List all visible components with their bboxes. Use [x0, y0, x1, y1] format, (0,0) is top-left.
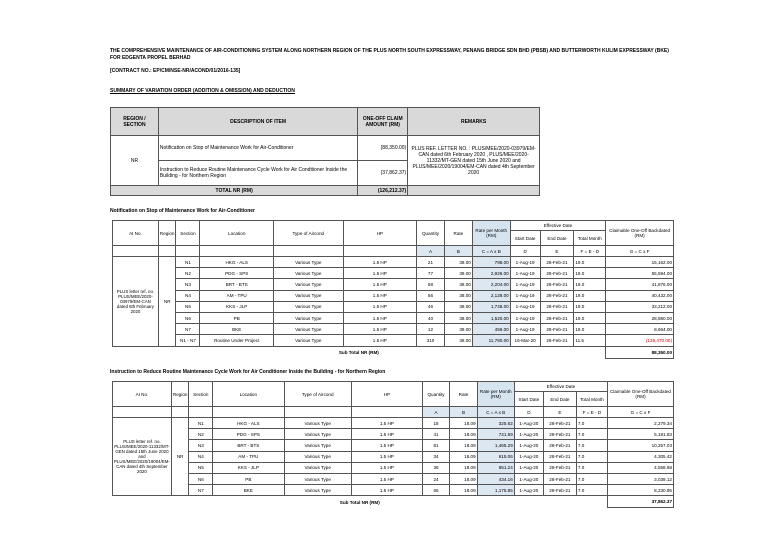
code-b: B: [444, 246, 472, 257]
code-c: C = A x B: [477, 407, 514, 418]
header-effective-date: Effective Date: [510, 221, 606, 231]
cell-total-month: 19.0: [574, 324, 606, 335]
region-cell: NR: [171, 418, 189, 496]
cell-rate-per-month: 615.06: [477, 451, 514, 462]
cell-end-date: 28-Feb-21: [543, 473, 576, 484]
cell-section: N7: [176, 324, 200, 335]
code-f: F = E - D: [574, 246, 606, 257]
cell-section: N5: [189, 462, 213, 473]
cell-section: N1: [176, 257, 200, 268]
cell-end-date: 28-Feb-21: [543, 440, 576, 451]
cell-total-month: 7.0: [576, 418, 607, 429]
cell-start-date: 1-Aug-20: [514, 462, 543, 473]
cell-type: Various Type: [273, 257, 343, 268]
cell-quantity: 12: [417, 324, 445, 335]
cell-section: N3: [189, 440, 213, 451]
cell-rate-per-month: 325.62: [477, 418, 514, 429]
cell-section: N2: [176, 268, 200, 279]
cell-end-date: 28-Feb-21: [540, 257, 574, 268]
summary-title: SUMMARY OF VARIATION ORDER (ADDITION & OMISSION) AND DEDUCTION: [110, 88, 295, 94]
summary-header-remarks: REMARKS: [408, 108, 540, 136]
cell-location: BRT - BTS: [213, 440, 284, 451]
cell-total-month: 7.0: [576, 462, 607, 473]
cell-start-date: 1-Aug-19: [510, 312, 540, 323]
cell-start-date: 1-Aug-19: [510, 301, 540, 312]
header-hp: HP: [351, 382, 422, 407]
cell-end-date: 28-Feb-21: [540, 312, 574, 323]
code-row: [113, 407, 674, 418]
cell-end-date: 28-Feb-21: [540, 290, 574, 301]
header-hp: HP: [343, 221, 416, 246]
header-rate: Rate: [444, 221, 472, 246]
ai-reference: PLUS letter ref. no. PLUS/MEE/2020-03979/EM-CAN dated 6th February 2020: [113, 257, 159, 347]
cell-section: N4: [176, 290, 200, 301]
cell-rate-per-month: 1,465.29: [477, 440, 514, 451]
cell-rate: 18.09: [450, 440, 477, 451]
summary-header-description: DESCRIPTION OF ITEM: [158, 108, 357, 136]
summary-remarks: PLUS REF. LETTER NO. : PLUS/MEE/2020-03979/EM-CAN dated 6th February 2020 , PLUS/MEE/2020-11332/MT-GEN dated 15th June 2020 and PLUS/MEE/2020/19004/EM-CAN dated 4th September 2020: [408, 136, 540, 186]
cell-start-date: 1-Aug-19: [510, 279, 540, 290]
cell-location: BKE: [200, 324, 274, 335]
cell-rate-per-month: 651.24: [477, 462, 514, 473]
header-ai: AI No.: [113, 382, 172, 407]
cell-hp: 1.5 HP: [343, 301, 416, 312]
cell-rate-per-month: 798.00: [472, 257, 510, 268]
cell-total-month: 7.0: [576, 451, 607, 462]
cell-end-date: 28-Feb-21: [540, 324, 574, 335]
cell-claimable: 2,279.34: [608, 418, 674, 429]
cell-claimable: 8,664.00: [606, 324, 674, 335]
cell-claimable: 40,432.00: [606, 290, 674, 301]
cell-start-date: 1-Aug-20: [514, 451, 543, 462]
cell-end-date: 28-Feb-21: [543, 451, 576, 462]
summary-item-amount: (88,350.00): [358, 136, 408, 161]
header-location: Location: [213, 382, 284, 407]
summary-item-amount: (37,862.37): [358, 161, 408, 186]
contract-number: [CONTRACT NO.: EP/CM/NSE-NR/ACOND/01/2016-135]: [110, 68, 241, 74]
cell-end-date: 28-Feb-21: [543, 418, 576, 429]
cell-type: Various Type: [284, 418, 351, 429]
cell-rate: 38.00: [444, 301, 472, 312]
cell-section: N3: [176, 279, 200, 290]
header-total-month: Total Month: [574, 231, 606, 246]
table-row: [113, 473, 674, 484]
code-a: A: [422, 407, 450, 418]
cell-rate: 38.00: [444, 279, 472, 290]
cell-hp: 1.5 HP: [351, 429, 422, 440]
cell-end-date: 28-Feb-21: [543, 429, 576, 440]
cell-location: KKS - JLP: [200, 301, 274, 312]
header-start-date: Start Date: [514, 392, 543, 407]
header-region: Region: [171, 382, 189, 407]
header-ai: AI No.: [113, 221, 159, 246]
table-row: [113, 324, 674, 335]
cell-rate: 18.09: [450, 485, 477, 496]
cell-section: N4: [189, 451, 213, 462]
reduce-cycle-table: [112, 381, 674, 508]
header-end-date: End Date: [543, 392, 576, 407]
subtotal-value: 88,350.00: [606, 346, 674, 358]
code-g: G = C x F: [608, 407, 674, 418]
code-c: C = A x B: [472, 246, 510, 257]
cell-hp: 1.5 HP: [351, 451, 422, 462]
summary-header-region: REGION / SECTION: [111, 108, 159, 136]
cell-rate: 38.00: [444, 335, 472, 346]
cell-total-month: 19.0: [574, 268, 606, 279]
cell-total-month: 7.0: [576, 429, 607, 440]
summary-table: [110, 107, 540, 196]
cell-hp: 1.5 HP: [351, 473, 422, 484]
table1-title: Notification on Stop of Maintenance Work for Air-Conditioner: [110, 208, 255, 214]
cell-total-month: 19.0: [574, 257, 606, 268]
cell-hp: 1.5 HP: [351, 440, 422, 451]
cell-hp: 1.5 HP: [343, 290, 416, 301]
cell-rate-per-month: 456.00: [472, 324, 510, 335]
code-f: F = E - D: [576, 407, 607, 418]
cell-end-date: 28-Feb-21: [543, 462, 576, 473]
cell-hp: 1.5 HP: [343, 312, 416, 323]
cell-location: AM - TPU: [200, 290, 274, 301]
cell-type: Various Type: [284, 440, 351, 451]
cell-hp: 1.5 HP: [351, 485, 422, 496]
cell-start-date: 1-Aug-20: [514, 440, 543, 451]
cell-claimable: (135,470.00): [606, 335, 674, 346]
cell-hp: 1.5 HP: [351, 418, 422, 429]
cell-start-date: 1-Aug-20: [514, 418, 543, 429]
code-row: [113, 246, 674, 257]
table-row: [113, 451, 674, 462]
cell-rate: 18.09: [450, 473, 477, 484]
subtotal-value: 37,862.37: [608, 496, 674, 508]
cell-start-date: 1-Aug-19: [510, 257, 540, 268]
cell-section: N6: [176, 312, 200, 323]
table-row: [113, 301, 674, 312]
cell-rate-per-month: 434.16: [477, 473, 514, 484]
cell-hp: 1.5 HP: [351, 462, 422, 473]
cell-quantity: 24: [422, 473, 450, 484]
summary-item-desc: Instruction to Reduce Routine Maintenance Cycle Work for Air Conditioner Inside the Building - for Northern Region: [158, 161, 357, 186]
cell-quantity: 34: [422, 451, 450, 462]
cell-rate: 38.00: [444, 257, 472, 268]
code-a: A: [417, 246, 445, 257]
cell-total-month: 11.5: [574, 335, 606, 346]
cell-quantity: 18: [422, 418, 450, 429]
cell-quantity: 40: [417, 312, 445, 323]
cell-claimable: 8,230.95: [608, 485, 674, 496]
cell-end-date: 28-Feb-21: [540, 301, 574, 312]
cell-rate-per-month: 2,128.00: [472, 290, 510, 301]
header-rate-per-month: Rate per Month (RM): [477, 382, 514, 407]
table-row: [113, 290, 674, 301]
cell-rate-per-month: 11,780.00: [472, 335, 510, 346]
table-row: [113, 279, 674, 290]
cell-claimable: 15,162.00: [606, 257, 674, 268]
cell-end-date: 28-Feb-21: [540, 335, 574, 346]
summary-region: NR: [111, 136, 159, 186]
header-claimable: Claimable One-Off Backdated (RM): [606, 221, 674, 246]
cell-end-date: 28-Feb-21: [540, 268, 574, 279]
cell-section: N1: [189, 418, 213, 429]
cell-rate: 18.09: [450, 462, 477, 473]
cell-type: Various Type: [273, 301, 343, 312]
cell-total-month: 19.0: [574, 290, 606, 301]
cell-rate-per-month: 1,520.00: [472, 312, 510, 323]
cell-total-month: 19.0: [574, 312, 606, 323]
summary-header-amount: ONE-OFF CLAIM AMOUNT (RM): [358, 108, 408, 136]
header-location: Location: [200, 221, 274, 246]
table-row: [113, 312, 674, 323]
summary-total-blank: [408, 186, 540, 196]
cell-location: KKS - JLP: [213, 462, 284, 473]
cell-type: Various Type: [284, 429, 351, 440]
cell-location: BKE: [213, 485, 284, 496]
subtotal-label: Sub Total NR (RM): [338, 349, 379, 355]
cell-quantity: 65: [422, 485, 450, 496]
cell-claimable: 5,191.83: [608, 429, 674, 440]
cell-claimable: 28,880.00: [606, 312, 674, 323]
cell-quantity: 58: [417, 279, 445, 290]
header-quantity: Quantity: [417, 221, 445, 246]
cell-rate: 18.09: [450, 429, 477, 440]
table-row: [113, 257, 674, 268]
cell-type: Various Type: [273, 290, 343, 301]
cell-end-date: 28-Feb-21: [540, 279, 574, 290]
table-row: [113, 268, 674, 279]
cell-hp: 1.5 HP: [343, 257, 416, 268]
cell-quantity: 310: [417, 335, 445, 346]
header-total-month: Total Month: [576, 392, 607, 407]
cell-total-month: 7.0: [576, 440, 607, 451]
cell-type: Various Type: [273, 335, 343, 346]
cell-quantity: 41: [422, 429, 450, 440]
cell-end-date: 28-Feb-21: [543, 485, 576, 496]
cell-total-month: 19.0: [574, 279, 606, 290]
code-b: B: [450, 407, 477, 418]
cell-total-month: 7.0: [576, 485, 607, 496]
header-type: Type of Aircond: [284, 382, 351, 407]
table-row: [113, 462, 674, 473]
cell-section: N5: [176, 301, 200, 312]
cell-location: HKG - ALS: [213, 418, 284, 429]
header-section: Section: [189, 382, 213, 407]
cell-section: N7: [189, 485, 213, 496]
cell-location: Routine Under Project: [200, 335, 274, 346]
cell-rate-per-month: 1,748.00: [472, 301, 510, 312]
cell-section: N1 - N7: [176, 335, 200, 346]
cell-rate-per-month: 1,175.85: [477, 485, 514, 496]
cell-type: Various Type: [284, 473, 351, 484]
cell-section: N6: [189, 473, 213, 484]
cell-claimable: 4,305.42: [608, 451, 674, 462]
cell-start-date: 1-Aug-19: [510, 290, 540, 301]
table-row: [113, 418, 674, 429]
cell-start-date: 1-Aug-19: [510, 268, 540, 279]
header-effective-date: Effective Date: [514, 382, 607, 392]
header-section: Section: [176, 221, 200, 246]
cell-type: Various Type: [273, 268, 343, 279]
cell-quantity: 77: [417, 268, 445, 279]
cell-total-month: 7.0: [576, 473, 607, 484]
cell-location: AM - TPU: [213, 451, 284, 462]
header-claimable: Claimable One-Off Backdated (RM): [608, 382, 674, 407]
code-d: D: [510, 246, 540, 257]
summary-total-value: (126,212.37): [358, 186, 408, 196]
table-row: [113, 440, 674, 451]
cell-quantity: 21: [417, 257, 445, 268]
cell-start-date: 1-Aug-19: [510, 324, 540, 335]
cell-type: Various Type: [284, 451, 351, 462]
cell-claimable: 4,558.68: [608, 462, 674, 473]
cell-type: Various Type: [273, 324, 343, 335]
cell-quantity: 81: [422, 440, 450, 451]
cell-hp: 1.5 HP: [343, 335, 416, 346]
cell-location: PDG - SPS: [200, 268, 274, 279]
cell-rate: 38.00: [444, 324, 472, 335]
code-e: E: [543, 407, 576, 418]
cell-rate-per-month: 2,204.00: [472, 279, 510, 290]
cell-start-date: 16-Mar-20: [510, 335, 540, 346]
header-end-date: End Date: [540, 231, 574, 246]
cell-rate: 18.09: [450, 451, 477, 462]
header-region: Region: [158, 221, 176, 246]
cell-type: Various Type: [284, 462, 351, 473]
cell-hp: 1.5 HP: [343, 279, 416, 290]
cell-location: PB: [200, 312, 274, 323]
code-g: G = C x F: [606, 246, 674, 257]
cell-quantity: 36: [422, 462, 450, 473]
cell-claimable: 3,039.12: [608, 473, 674, 484]
table-row: [113, 429, 674, 440]
code-d: D: [514, 407, 543, 418]
cell-location: BRT - BTS: [200, 279, 274, 290]
table-row: [113, 485, 674, 496]
cell-start-date: 1-Aug-20: [514, 429, 543, 440]
cell-hp: 1.5 HP: [343, 324, 416, 335]
cell-type: Various Type: [284, 485, 351, 496]
cell-start-date: 1-Aug-20: [514, 473, 543, 484]
header-quantity: Quantity: [422, 382, 450, 407]
cell-hp: 1.5 HP: [343, 268, 416, 279]
cell-rate: 38.00: [444, 290, 472, 301]
notification-table: [112, 220, 674, 359]
cell-quantity: 46: [417, 301, 445, 312]
document-title: THE COMPREHENSIVE MAINTENANCE OF AIR-CONDITIONING SYSTEM ALONG NORTHERN REGION OF THE PLUS NORTH SOUTH EXPRESSWAY, PENANG BRIDGE SDN BHD (PBSB) AND BUTTERWORTH KULIM EXPRESSWAY (BKE) FOR EDGENTA PROPEL BERHAD: [110, 48, 669, 61]
cell-section: N2: [189, 429, 213, 440]
subtotal-label: Sub Total NR (RM): [339, 499, 380, 505]
cell-type: Various Type: [273, 312, 343, 323]
table2-title: Instruction to Reduce Routine Maintenance Cycle Work for Air Conditioner Inside the Building - for Northern Region: [110, 369, 386, 375]
cell-total-month: 19.0: [574, 301, 606, 312]
cell-location: PB: [213, 473, 284, 484]
header-rate-per-month: Rate per Month (RM): [472, 221, 510, 246]
header-rate: Rate: [450, 382, 477, 407]
cell-claimable: 10,257.03: [608, 440, 674, 451]
cell-type: Various Type: [273, 279, 343, 290]
region-cell: NR: [158, 257, 176, 347]
cell-start-date: 1-Aug-20: [514, 485, 543, 496]
cell-claimable: 33,212.00: [606, 301, 674, 312]
cell-rate: 18.09: [450, 418, 477, 429]
header-type: Type of Aircond: [273, 221, 343, 246]
cell-rate: 38.00: [444, 312, 472, 323]
ai-reference: PLUS letter ref. no. PLUS/MEE/2020-11332/MT-GEN dated 15th June 2020 and PLUS/MEE/2020/19004/EM-CAN dated 4th September 2020: [113, 418, 172, 496]
cell-location: PDG - SPS: [213, 429, 284, 440]
summary-total-label: TOTAL NR (RM): [111, 186, 358, 196]
header-start-date: Start Date: [510, 231, 540, 246]
cell-quantity: 56: [417, 290, 445, 301]
cell-claimable: 41,876.00: [606, 279, 674, 290]
cell-rate-per-month: 741.69: [477, 429, 514, 440]
code-e: E: [540, 246, 574, 257]
table-row: [113, 335, 674, 346]
cell-claimable: 55,594.00: [606, 268, 674, 279]
cell-location: HKG - ALS: [200, 257, 274, 268]
cell-rate: 38.00: [444, 268, 472, 279]
cell-rate-per-month: 2,926.00: [472, 268, 510, 279]
summary-item-desc: Notification on Stop of Maintenance Work for Air-Conditioner: [158, 136, 357, 161]
